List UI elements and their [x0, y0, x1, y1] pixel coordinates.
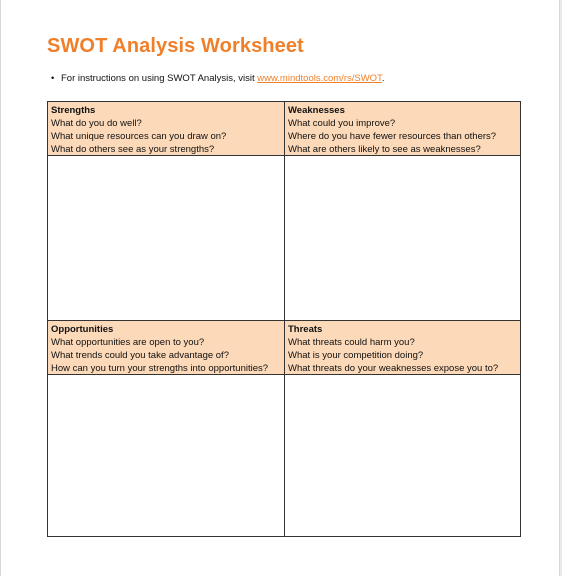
bullet-marker: • — [51, 73, 55, 84]
quadrant-question: How can you turn your strengths into opportunities? — [51, 363, 269, 374]
quadrant-question: What trends could you take advantage of? — [51, 350, 229, 361]
quadrant-question: What unique resources can you draw on? — [51, 131, 227, 142]
quadrant-weaknesses — [285, 102, 520, 320]
quadrant-header — [48, 321, 284, 375]
quadrant-question: What could you improve? — [288, 118, 396, 129]
quadrant-opportunities — [48, 321, 284, 536]
quadrant-question: What opportunities are open to you? — [51, 337, 205, 348]
quadrant-question: What do others see as your strengths? — [51, 144, 215, 155]
quadrant-question: What threats do your weaknesses expose you to? — [288, 363, 499, 374]
quadrant-question: What do you do well? — [51, 118, 142, 129]
quadrant-header — [285, 321, 520, 375]
instruction-text: For instructions on using SWOT Analysis, visit — [61, 73, 258, 84]
quadrant-question: What is your competition doing? — [288, 350, 424, 361]
quadrant-heading: Weaknesses — [288, 105, 345, 116]
quadrant-question: Where do you have fewer resources than others? — [288, 131, 497, 142]
quadrant-heading: Opportunities — [51, 324, 114, 335]
quadrant-threats — [285, 321, 520, 536]
quadrant-question: What threats could harm you? — [288, 337, 415, 348]
instruction-line — [51, 73, 385, 84]
quadrant-header — [48, 102, 284, 156]
swot-grid — [47, 101, 521, 537]
quadrant-strengths — [48, 102, 284, 320]
instruction-suffix: . — [381, 73, 385, 84]
mindtools-link[interactable]: www.mindtools.com/rs/SWOT — [257, 73, 382, 84]
page-title: SWOT Analysis Worksheet — [47, 35, 304, 57]
quadrant-heading: Threats — [288, 324, 323, 335]
quadrant-header — [285, 102, 520, 156]
quadrant-heading: Strengths — [51, 105, 96, 116]
quadrant-question: What are others likely to see as weaknesses? — [288, 144, 481, 155]
